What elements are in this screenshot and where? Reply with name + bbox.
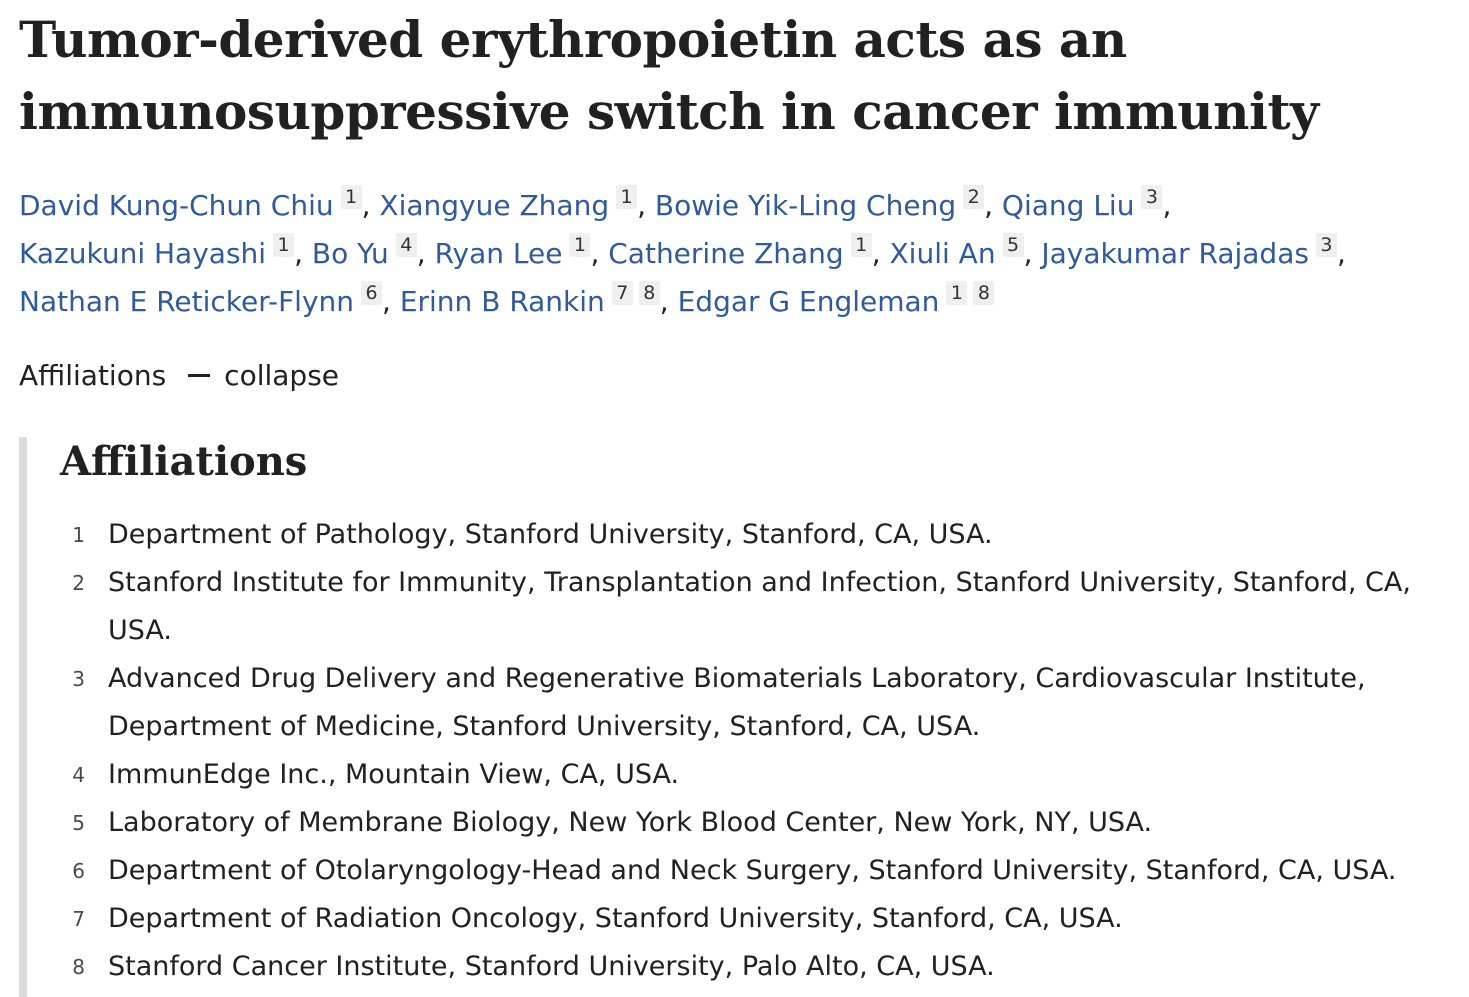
affiliation-number: 5 <box>72 811 85 835</box>
affiliations-heading: Affiliations <box>60 438 308 485</box>
author-separator: , <box>361 189 371 222</box>
author-link[interactable]: Qiang Liu <box>1001 189 1135 222</box>
author-list <box>19 182 1439 326</box>
minus-icon <box>188 374 210 377</box>
affiliation-item <box>60 751 1452 799</box>
article-title <box>19 4 1439 148</box>
affiliations-toggle-label: Affiliations <box>19 359 167 392</box>
affiliation-text: Stanford Institute for Immunity, Transplantation and Infection, Stanford University, Stanford, CA, USA. <box>108 567 1411 646</box>
author-separator: , <box>984 189 994 222</box>
affiliation-ref[interactable]: 4 <box>396 233 417 257</box>
affiliation-ref[interactable]: 3 <box>1316 233 1337 257</box>
affiliation-ref[interactable]: 2 <box>963 185 984 209</box>
author-link[interactable]: Edgar G Engleman <box>677 285 940 318</box>
affiliation-item <box>60 799 1452 847</box>
author-separator: , <box>1336 237 1346 270</box>
author-separator: , <box>659 285 669 318</box>
affiliation-item <box>60 895 1452 943</box>
affiliation-ref[interactable]: 7 <box>612 281 633 305</box>
affiliation-text: Stanford Cancer Institute, Stanford University, Palo Alto, CA, USA. <box>108 951 995 982</box>
affiliation-ref[interactable]: 1 <box>616 185 637 209</box>
author-separator: , <box>1023 237 1033 270</box>
affiliation-text: Laboratory of Membrane Biology, New York Blood Center, New York, NY, USA. <box>108 807 1153 838</box>
affiliation-ref[interactable]: 1 <box>341 185 362 209</box>
affiliation-ref[interactable]: 5 <box>1003 233 1024 257</box>
affiliation-item <box>60 847 1452 895</box>
author-separator: , <box>382 285 391 318</box>
affiliation-number: 2 <box>72 571 85 595</box>
affiliation-ref[interactable]: 6 <box>361 281 382 305</box>
author-link[interactable]: Nathan E Reticker-Flynn <box>19 285 355 318</box>
affiliation-number: 7 <box>72 907 85 931</box>
author-link[interactable]: Xiangyue Zhang <box>379 189 610 222</box>
author-link[interactable]: Jayakumar Rajadas <box>1041 237 1309 270</box>
author-link[interactable]: Bowie Yik-Ling Cheng <box>654 189 957 222</box>
article-title-line-1: Tumor-derived erythropoietin acts as an <box>19 10 1127 69</box>
author-line-2 <box>19 230 1439 278</box>
affiliation-text: Department of Radiation Oncology, Stanford University, Stanford, CA, USA. <box>108 903 1123 934</box>
affiliation-number: 8 <box>72 955 85 979</box>
author-line-1 <box>19 182 1439 230</box>
affiliation-number: 6 <box>72 859 85 883</box>
author-link[interactable]: Erinn B Rankin <box>399 285 605 318</box>
affiliation-ref[interactable]: 1 <box>273 233 294 257</box>
affiliation-number: 1 <box>72 523 85 547</box>
affiliation-item <box>60 655 1452 751</box>
affiliation-ref[interactable]: 3 <box>1141 185 1162 209</box>
affiliations-panel <box>19 437 1467 997</box>
author-link[interactable]: David Kung-Chun Chiu <box>19 189 334 222</box>
affiliation-ref[interactable]: 8 <box>639 281 660 305</box>
affiliations-toggle[interactable] <box>19 356 339 396</box>
affiliation-ref[interactable]: 1 <box>569 233 590 257</box>
affiliation-item <box>60 943 1452 991</box>
affiliation-text: ImmunEdge Inc., Mountain View, CA, USA. <box>108 759 680 790</box>
affiliation-text: Department of Otolaryngology-Head and Neck Surgery, Stanford University, Stanford, CA, USA. <box>108 855 1397 886</box>
affiliation-text: Advanced Drug Delivery and Regenerative Biomaterials Laboratory, Cardiovascular Institute, Department of Medicine, Stanford University, Stanford, CA, USA. <box>108 663 1366 742</box>
affiliation-number: 3 <box>72 667 85 691</box>
author-link[interactable]: Kazukuni Hayashi <box>19 237 267 270</box>
affiliation-ref[interactable]: 1 <box>851 233 872 257</box>
author-link[interactable]: Catherine Zhang <box>608 237 844 270</box>
author-link[interactable]: Bo Yu <box>311 237 389 270</box>
author-separator: , <box>416 237 426 270</box>
affiliation-number: 4 <box>72 763 85 787</box>
affiliation-text: Department of Pathology, Stanford University, Stanford, CA, USA. <box>108 519 993 550</box>
author-separator: , <box>637 189 646 222</box>
affiliation-item <box>60 559 1452 655</box>
affiliation-ref[interactable]: 1 <box>946 281 967 305</box>
author-separator: , <box>871 237 881 270</box>
affiliation-ref[interactable]: 8 <box>973 281 994 305</box>
affiliation-item <box>60 511 1452 559</box>
author-separator: , <box>294 237 303 270</box>
author-line-3 <box>19 278 1439 326</box>
author-separator: , <box>590 237 600 270</box>
author-link[interactable]: Ryan Lee <box>434 237 563 270</box>
author-link[interactable]: Xiuli An <box>889 237 996 270</box>
article-title-line-2: immunosuppressive switch in cancer immunity <box>19 82 1319 141</box>
affiliations-toggle-action: collapse <box>224 359 340 392</box>
author-separator: , <box>1162 189 1172 222</box>
affiliations-list <box>60 511 1452 991</box>
